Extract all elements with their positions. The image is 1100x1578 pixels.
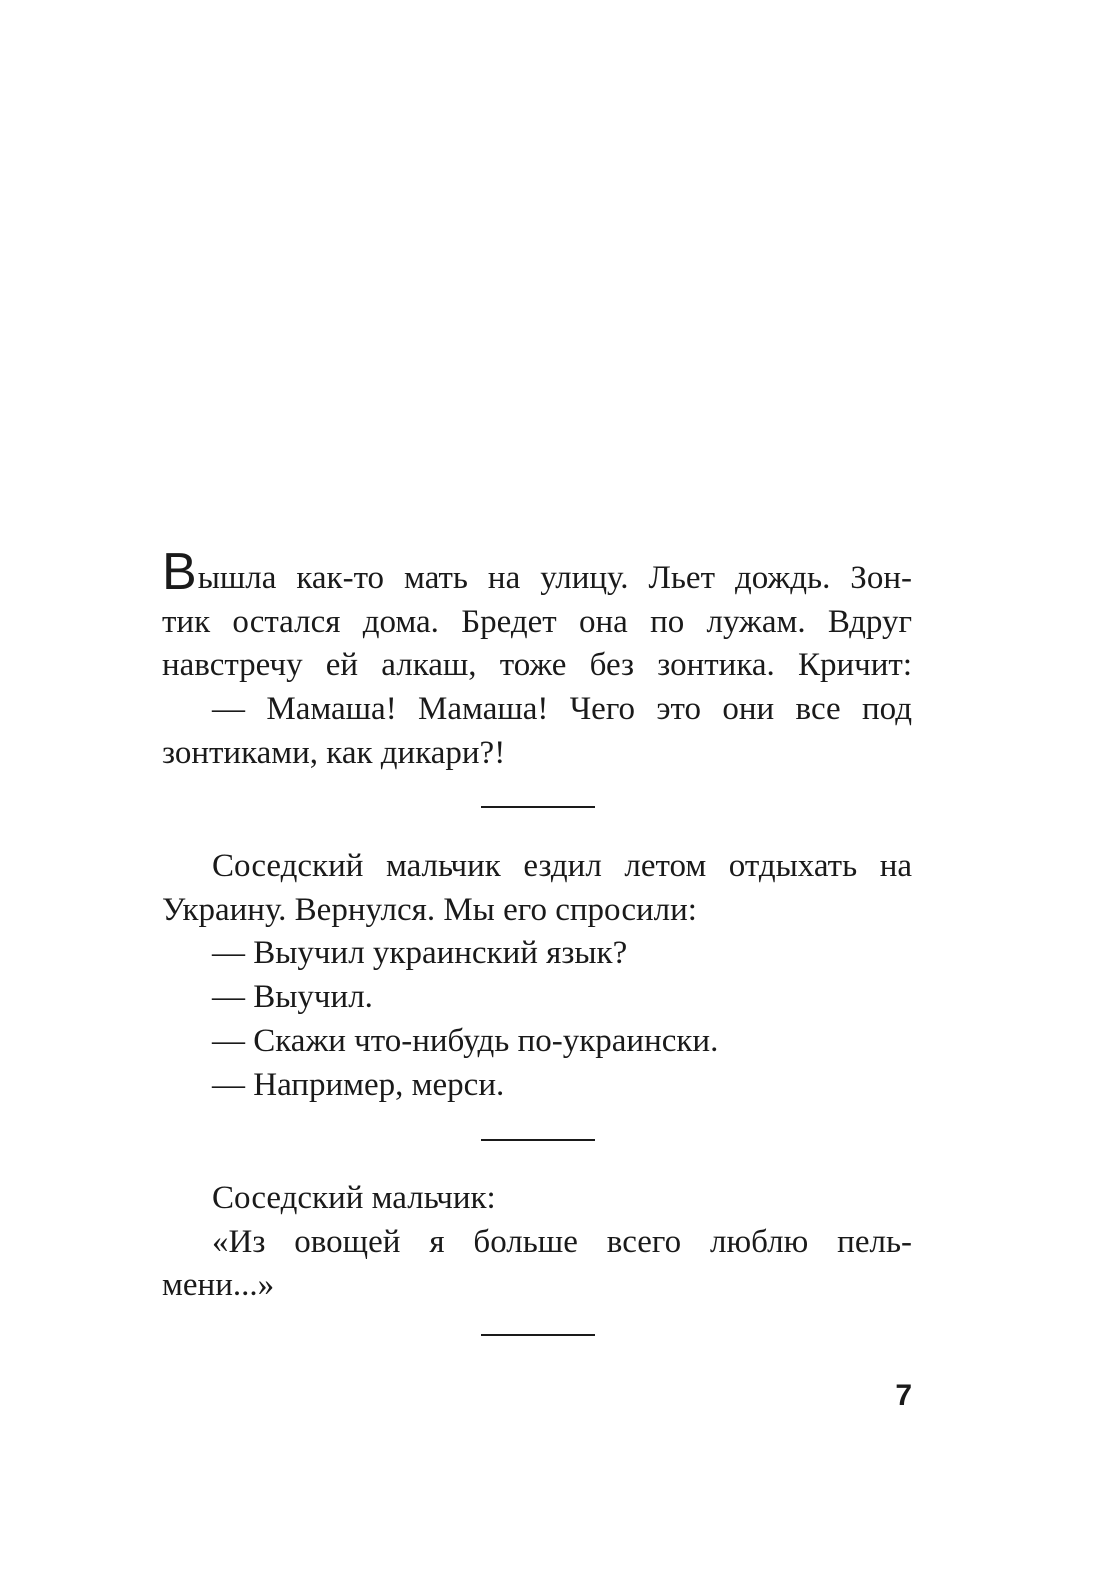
- joke-2: [162, 845, 912, 1107]
- joke-2-dialogue-line: — Скажи что-нибудь по-украински.: [212, 1022, 719, 1059]
- joke-2-line-2: Украину. Вернулся. Мы его спросили:: [162, 891, 697, 928]
- joke-2-line-1: Соседский мальчик ездил летом отдыхать на: [212, 848, 912, 884]
- joke-1-dialogue-line-2: зонтиками, как дикари?!: [162, 734, 506, 771]
- section-divider-2: [481, 1139, 595, 1141]
- joke-3-quote-line-2: мени...»: [162, 1267, 275, 1304]
- section-divider-1: [481, 806, 595, 808]
- joke-3-quote-line-1: «Из овощей я больше всего люблю пель-: [212, 1223, 912, 1260]
- initial-letter: В: [162, 543, 197, 601]
- section-divider-3: [481, 1334, 595, 1336]
- joke-1: [162, 543, 912, 776]
- joke-2-dialogue-line: — Выучил.: [212, 979, 373, 1016]
- joke-2-dialogue-line: — Выучил украинский язык?: [212, 935, 628, 972]
- joke-1-dialogue-line-1: — Мамаша! Мамаша! Чего это они все под: [212, 691, 912, 728]
- joke-3: [162, 1177, 912, 1308]
- joke-3-intro: Соседский мальчик:: [212, 1180, 496, 1216]
- joke-1-line-2: тик остался дома. Бредет она по лужам. Вдруг: [162, 603, 912, 640]
- joke-1-line-1: Вышла как-то мать на улицу. Льет дождь. Зон-: [162, 543, 912, 601]
- joke-1-line-3: навстречу ей алкаш, тоже без зонтика. Кричит:: [162, 647, 912, 684]
- page-number: 7: [895, 1379, 912, 1412]
- joke-2-dialogue-line: — Например, мерси.: [212, 1066, 505, 1103]
